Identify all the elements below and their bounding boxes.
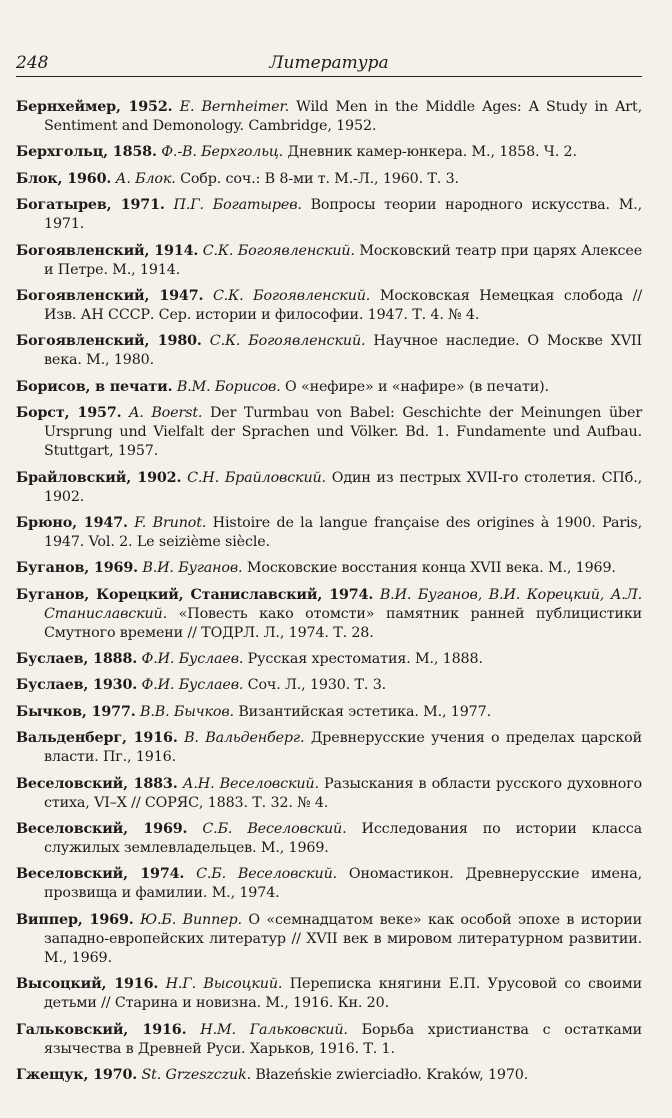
entry-key: Бернхеймер, 1952. [16, 99, 173, 115]
entry-key: Виппер, 1969. [16, 911, 134, 928]
bibliography-entry [16, 1066, 642, 1085]
bibliography-list [16, 98, 642, 1092]
entry-key: Брюно, 1947. [16, 514, 128, 531]
entry-text: Исследования по истории класса служилых землевладельцев. М., 1969. [44, 821, 642, 857]
bibliography-entry [16, 650, 642, 669]
bibliography-entry [16, 378, 642, 397]
bibliography-entry [16, 332, 642, 370]
bibliography-entry [16, 287, 642, 325]
entry-text: О «семнадцатом веке» как особой эпохе в истории западно-европейских литератур // XVII век в мировом литературном развитии. М., 1969. [44, 911, 642, 966]
entry-author: С.Б. Веселовский. [196, 866, 338, 883]
entry-author: С.К. Богоявленский. [209, 333, 366, 350]
entry-author: В.В. Бычков. [140, 703, 234, 720]
bibliography-entry [16, 865, 642, 903]
entry-text: Московская Немецкая слобода // Изв. АН СССР. Сер. истории и философии. 1947. Т. 4. № 4. [44, 287, 642, 323]
bibliography-entry [16, 775, 642, 813]
bibliography-entry [16, 911, 642, 968]
entry-key: Берхгольц, 1858. [16, 144, 157, 161]
bibliography-entry [16, 196, 642, 234]
bibliography-entry [16, 514, 642, 552]
entry-key: Буганов, Корецкий, Станиславский, 1974. [16, 586, 374, 603]
entry-text: Ономастикон. Древнерусские имена, прозвища и фамилии. М., 1974. [44, 866, 642, 902]
entry-text: Русская хрестоматия. М., 1888. [247, 651, 483, 668]
entry-author: Ф.-В. Берхгольц. [161, 144, 284, 161]
entry-author: Н.Г. Высоцкий. [165, 976, 283, 993]
entry-text: Der Turmbau von Babel: Geschichte der Meinungen über Ursprung und Vielfalt der Sprachen und Völker. Bd. 1. Fundamente und Aufbau. Stuttgart, 1957. [44, 405, 642, 460]
entry-author: F. Brunot. [134, 514, 207, 531]
entry-key: Вальденберг, 1916. [16, 730, 178, 747]
entry-key: Блок, 1960. [16, 170, 112, 187]
entry-key: Высоцкий, 1916. [16, 976, 159, 993]
entry-author: А.Н. Веселовский. [182, 775, 319, 792]
bibliography-entry [16, 170, 642, 189]
entry-key: Богоявленский, 1947. [16, 287, 204, 304]
entry-text: Дневник камер-юнкера. М., 1858. Ч. 2. [287, 144, 577, 161]
entry-text: Вопросы теории народного искусства. М., 1971. [44, 197, 642, 233]
entry-author: С.К. Богоявленский. [212, 287, 371, 304]
entry-text: Собр. соч.: В 8-ми т. М.-Л., 1960. Т. 3. [180, 170, 459, 187]
page-number: 248 [16, 53, 49, 73]
entry-key: Гальковский, 1916. [16, 1021, 187, 1038]
entry-key: Богоявленский, 1980. [16, 333, 202, 350]
entry-text: Переписка княгини Е.П. Урусовой со своими детьми // Старина и новизна. М., 1916. Кн. 20. [44, 976, 642, 1012]
entry-author: Ф.И. Буслаев. [141, 677, 244, 694]
entry-text: Histoire de la langue française des origines à 1900. Paris, 1947. Vol. 2. Le seizième siècle. [44, 514, 643, 550]
bibliography-entry [16, 820, 642, 858]
entry-author: В. Вальденберг. [184, 730, 305, 747]
entry-key: Веселовский, 1969. [16, 821, 188, 838]
entry-text: Один из пестрых XVII-го столетия. СПб., 1902. [44, 469, 642, 505]
bibliography-entry [16, 676, 642, 695]
entry-text: Московский театр при царях Алексее и Петре. М., 1914. [44, 242, 643, 278]
entry-author: В.И. Буганов, В.И. Корецкий, А.Л. Станиславский. [44, 586, 642, 622]
entry-text: О «нефире» и «нафире» (в печати). [285, 378, 549, 395]
entry-author: St. Grzeszczuk. [141, 1066, 251, 1083]
entry-author: A. Boerst. [129, 405, 203, 422]
bibliography-entry [16, 586, 642, 643]
entry-text: Научное наследие. О Москве XVII века. М., 1980. [44, 333, 642, 369]
bibliography-entry [16, 404, 642, 461]
bibliography-entry [16, 143, 642, 162]
entry-key: Борст, 1957. [16, 405, 122, 422]
entry-author: В.И. Буганов. [142, 560, 243, 577]
entry-author: А. Блок. [115, 170, 176, 187]
entry-text: Древнерусские учения о пределах царской власти. Пг., 1916. [44, 730, 643, 766]
entry-text: Соч. Л., 1930. Т. 3. [247, 677, 387, 694]
bibliography-entry [16, 559, 642, 578]
entry-key: Брайловский, 1902. [16, 469, 182, 486]
entry-author: С.Н. Брайловский. [187, 469, 326, 486]
entry-text: Московские восстания конца XVII века. М., 1969. [246, 560, 616, 577]
bibliography-entry [16, 975, 642, 1013]
bibliography-entry [16, 703, 642, 722]
entry-text: Разыскания в области русского духовного стиха, VI–X // СОРЯС, 1883. Т. 32. № 4. [44, 775, 642, 811]
entry-text: «Повесть како отомсти» памятник ранней публицистики Смутного времени // ТОДРЛ. Л., 1974. Т. 28. [44, 605, 642, 641]
entry-key: Буслаев, 1930. [16, 677, 138, 694]
entry-text: Wild Men in the Middle Ages: A Study in Art, Sentiment and Demonology. Cambridge, 1952. [44, 99, 642, 134]
running-title: Литература [269, 53, 389, 73]
bibliography-entry [16, 729, 642, 767]
entry-author: С.Б. Веселовский. [202, 821, 347, 838]
bibliography-entry [16, 1021, 642, 1059]
entry-author: В.М. Борисов. [176, 378, 281, 395]
entry-text: Błazeńskie zwierciadło. Kraków, 1970. [255, 1066, 529, 1083]
entry-key: Богоявленский, 1914. [16, 242, 199, 259]
entry-text: Борьба христианства с остатками язычества в Древней Руси. Харьков, 1916. Т. 1. [44, 1021, 642, 1057]
entry-author: П.Г. Богатырев. [173, 197, 302, 214]
entry-key: Бычков, 1977. [16, 703, 136, 720]
entry-key: Богатырев, 1971. [16, 197, 165, 214]
bibliography-entry [16, 242, 642, 280]
entry-key: Веселовский, 1974. [16, 866, 185, 883]
entry-author: Н.М. Гальковский. [200, 1021, 348, 1038]
entry-author: Ю.Б. Виппер. [140, 911, 242, 928]
entry-key: Борисов, в печати. [16, 378, 173, 395]
bibliography-entry [16, 98, 642, 136]
bibliography-entry [16, 469, 642, 507]
entry-text: Византийская эстетика. М., 1977. [238, 703, 491, 720]
entry-author: Ф.И. Буслаев. [141, 651, 244, 668]
entry-key: Буганов, 1969. [16, 560, 138, 577]
entry-key: Буслаев, 1888. [16, 651, 138, 668]
entry-author: E. Bernheimer. [179, 99, 289, 115]
entry-key: Гжещук, 1970. [16, 1066, 138, 1083]
entry-author: С.К. Богоявленский. [202, 242, 355, 259]
entry-key: Веселовский, 1883. [16, 775, 178, 792]
running-header [16, 50, 642, 77]
